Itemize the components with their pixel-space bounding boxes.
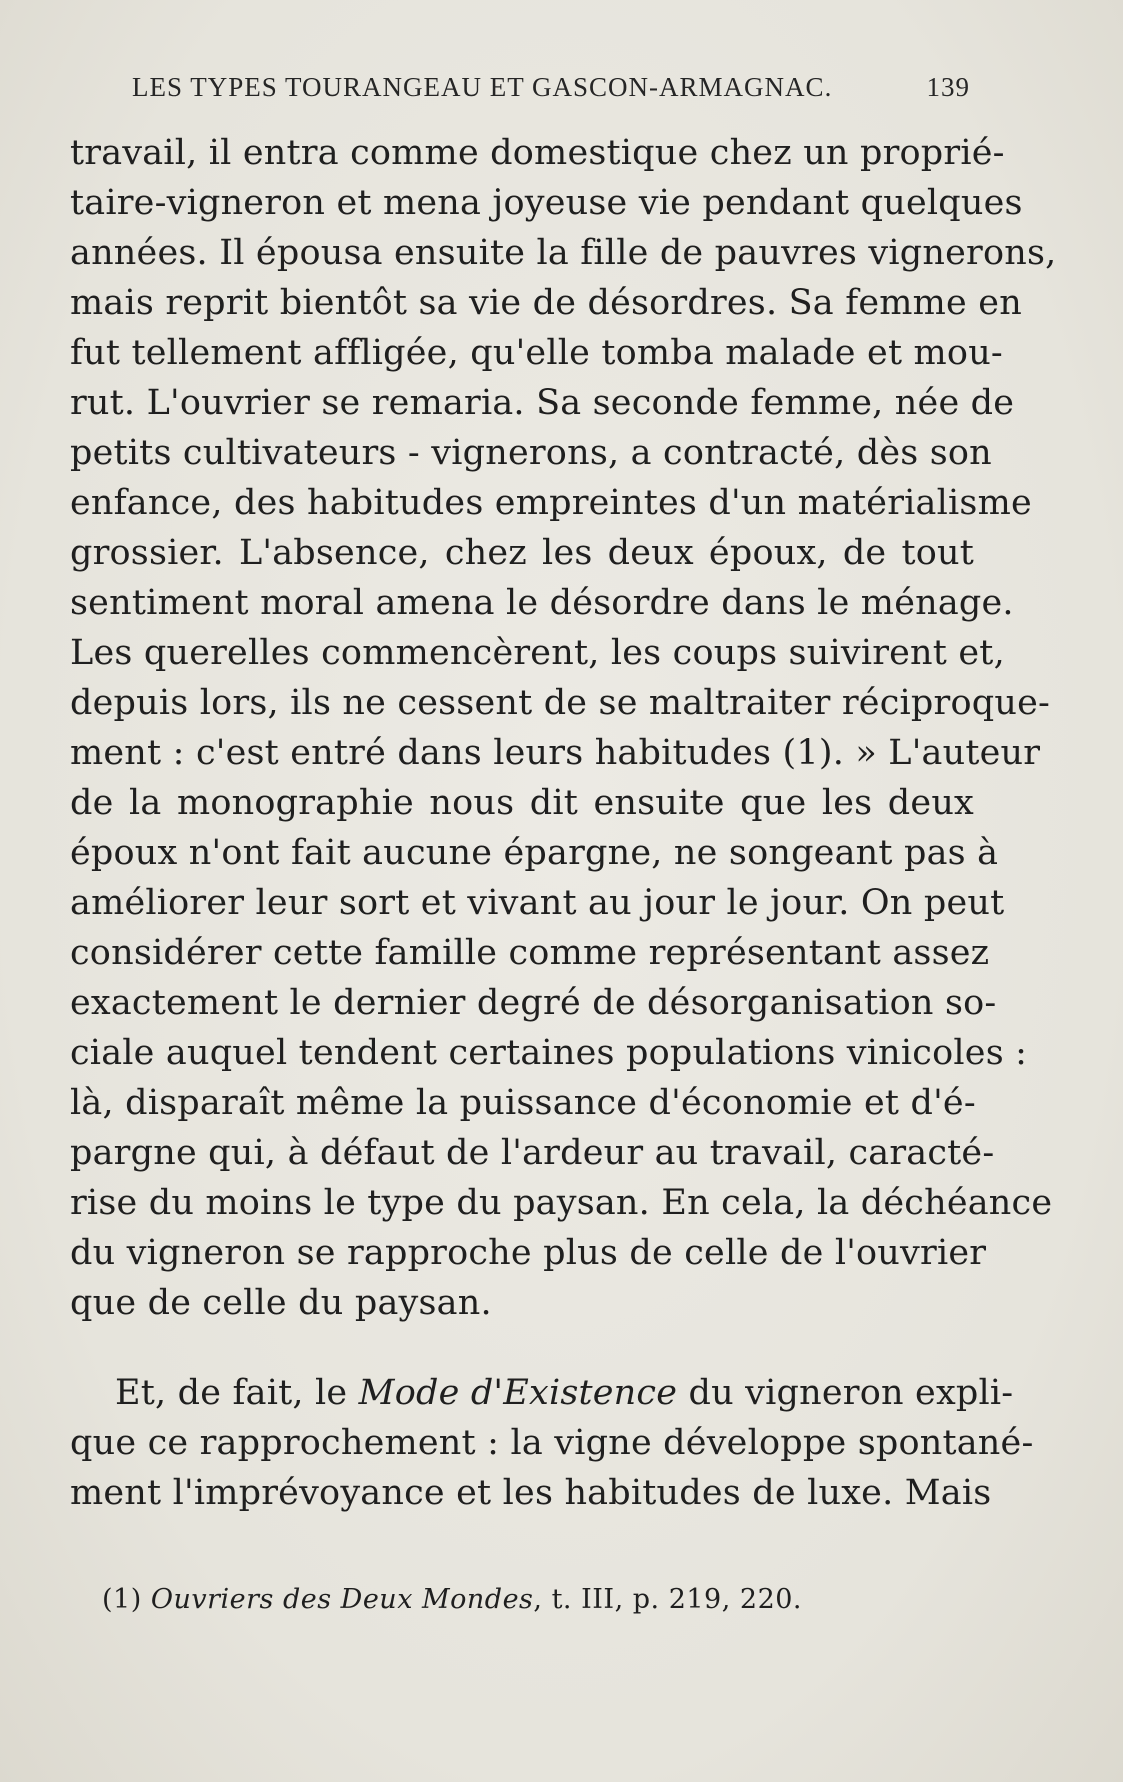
text-fragment: Et, de fait, le [115, 1373, 359, 1413]
page-number: 139 [926, 72, 970, 102]
text-line: ciale auquel tendent certaines populations vinicoles : [70, 1033, 1028, 1073]
text-line: considérer cette famille comme représentant assez [70, 933, 990, 973]
text-line: depuis lors, ils ne cessent de se maltraiter réciproque- [70, 683, 1051, 723]
text-line: rut. L'ouvrier se remaria. Sa seconde femme, née de [70, 383, 1015, 423]
text-line: travail, il entra comme domestique chez un proprié- [70, 133, 1005, 173]
text-line: là, disparaît même la puissance d'économie et d'é- [70, 1083, 976, 1123]
footnote-title: Ouvriers des Deux Mondes [150, 1584, 534, 1615]
text-line: petits cultivateurs - vignerons, a contracté, dès son [70, 433, 992, 473]
paragraph-main [70, 128, 1057, 1328]
text-line: années. Il épousa ensuite la fille de pauvres vignerons, [70, 233, 1057, 273]
text-line [70, 1368, 1014, 1418]
text-line: de la monographie nous dit ensuite que les deux [70, 783, 974, 823]
footnote [102, 1580, 862, 1620]
text-line: Les querelles commencèrent, les coups suivirent et, [70, 633, 1005, 673]
italic-book-title: Mode d'Existence [358, 1373, 678, 1413]
text-line: ment : c'est entré dans leurs habitudes (1). » L'auteur [70, 733, 1041, 773]
text-fragment: du vigneron expli- [677, 1373, 1014, 1413]
text-line: rise du moins le type du paysan. En cela, la déchéance [70, 1183, 1053, 1223]
text-line: exactement le dernier degré de désorganisation so- [70, 983, 997, 1023]
text-line: enfance, des habitudes empreintes d'un matérialisme [70, 483, 1032, 523]
text-line: sentiment moral amena le désordre dans le ménage. [70, 583, 1014, 623]
text-line: époux n'ont fait aucune épargne, ne songeant pas à [70, 833, 999, 873]
text-line: grossier. L'absence, chez les deux époux, de tout [70, 533, 974, 573]
running-title: LES TYPES TOURANGEAU ET GASCON-ARMAGNAC. [132, 72, 833, 102]
footnote-reference: , t. III, p. 219, 220. [533, 1584, 803, 1615]
text-line: du vigneron se rapproche plus de celle de l'ouvrier [70, 1233, 987, 1273]
text-line: pargne qui, à défaut de l'ardeur au travail, caracté- [70, 1133, 995, 1173]
text-line: que de celle du paysan. [70, 1283, 492, 1323]
text-line: améliorer leur sort et vivant au jour le jour. On peut [70, 883, 1005, 923]
paragraph-second [70, 1368, 1034, 1518]
footnote-marker: (1) [102, 1584, 151, 1615]
text-line: ment l'imprévoyance et les habitudes de luxe. Mais [70, 1473, 992, 1513]
text-line: mais reprit bientôt sa vie de désordres. Sa femme en [70, 283, 1022, 323]
running-header [132, 72, 970, 108]
text-line: taire-vigneron et mena joyeuse vie pendant quelques [70, 183, 1023, 223]
text-line: fut tellement affligée, qu'elle tomba malade et mou- [70, 333, 1003, 373]
text-line: que ce rapprochement : la vigne développe spontané- [70, 1423, 1034, 1463]
